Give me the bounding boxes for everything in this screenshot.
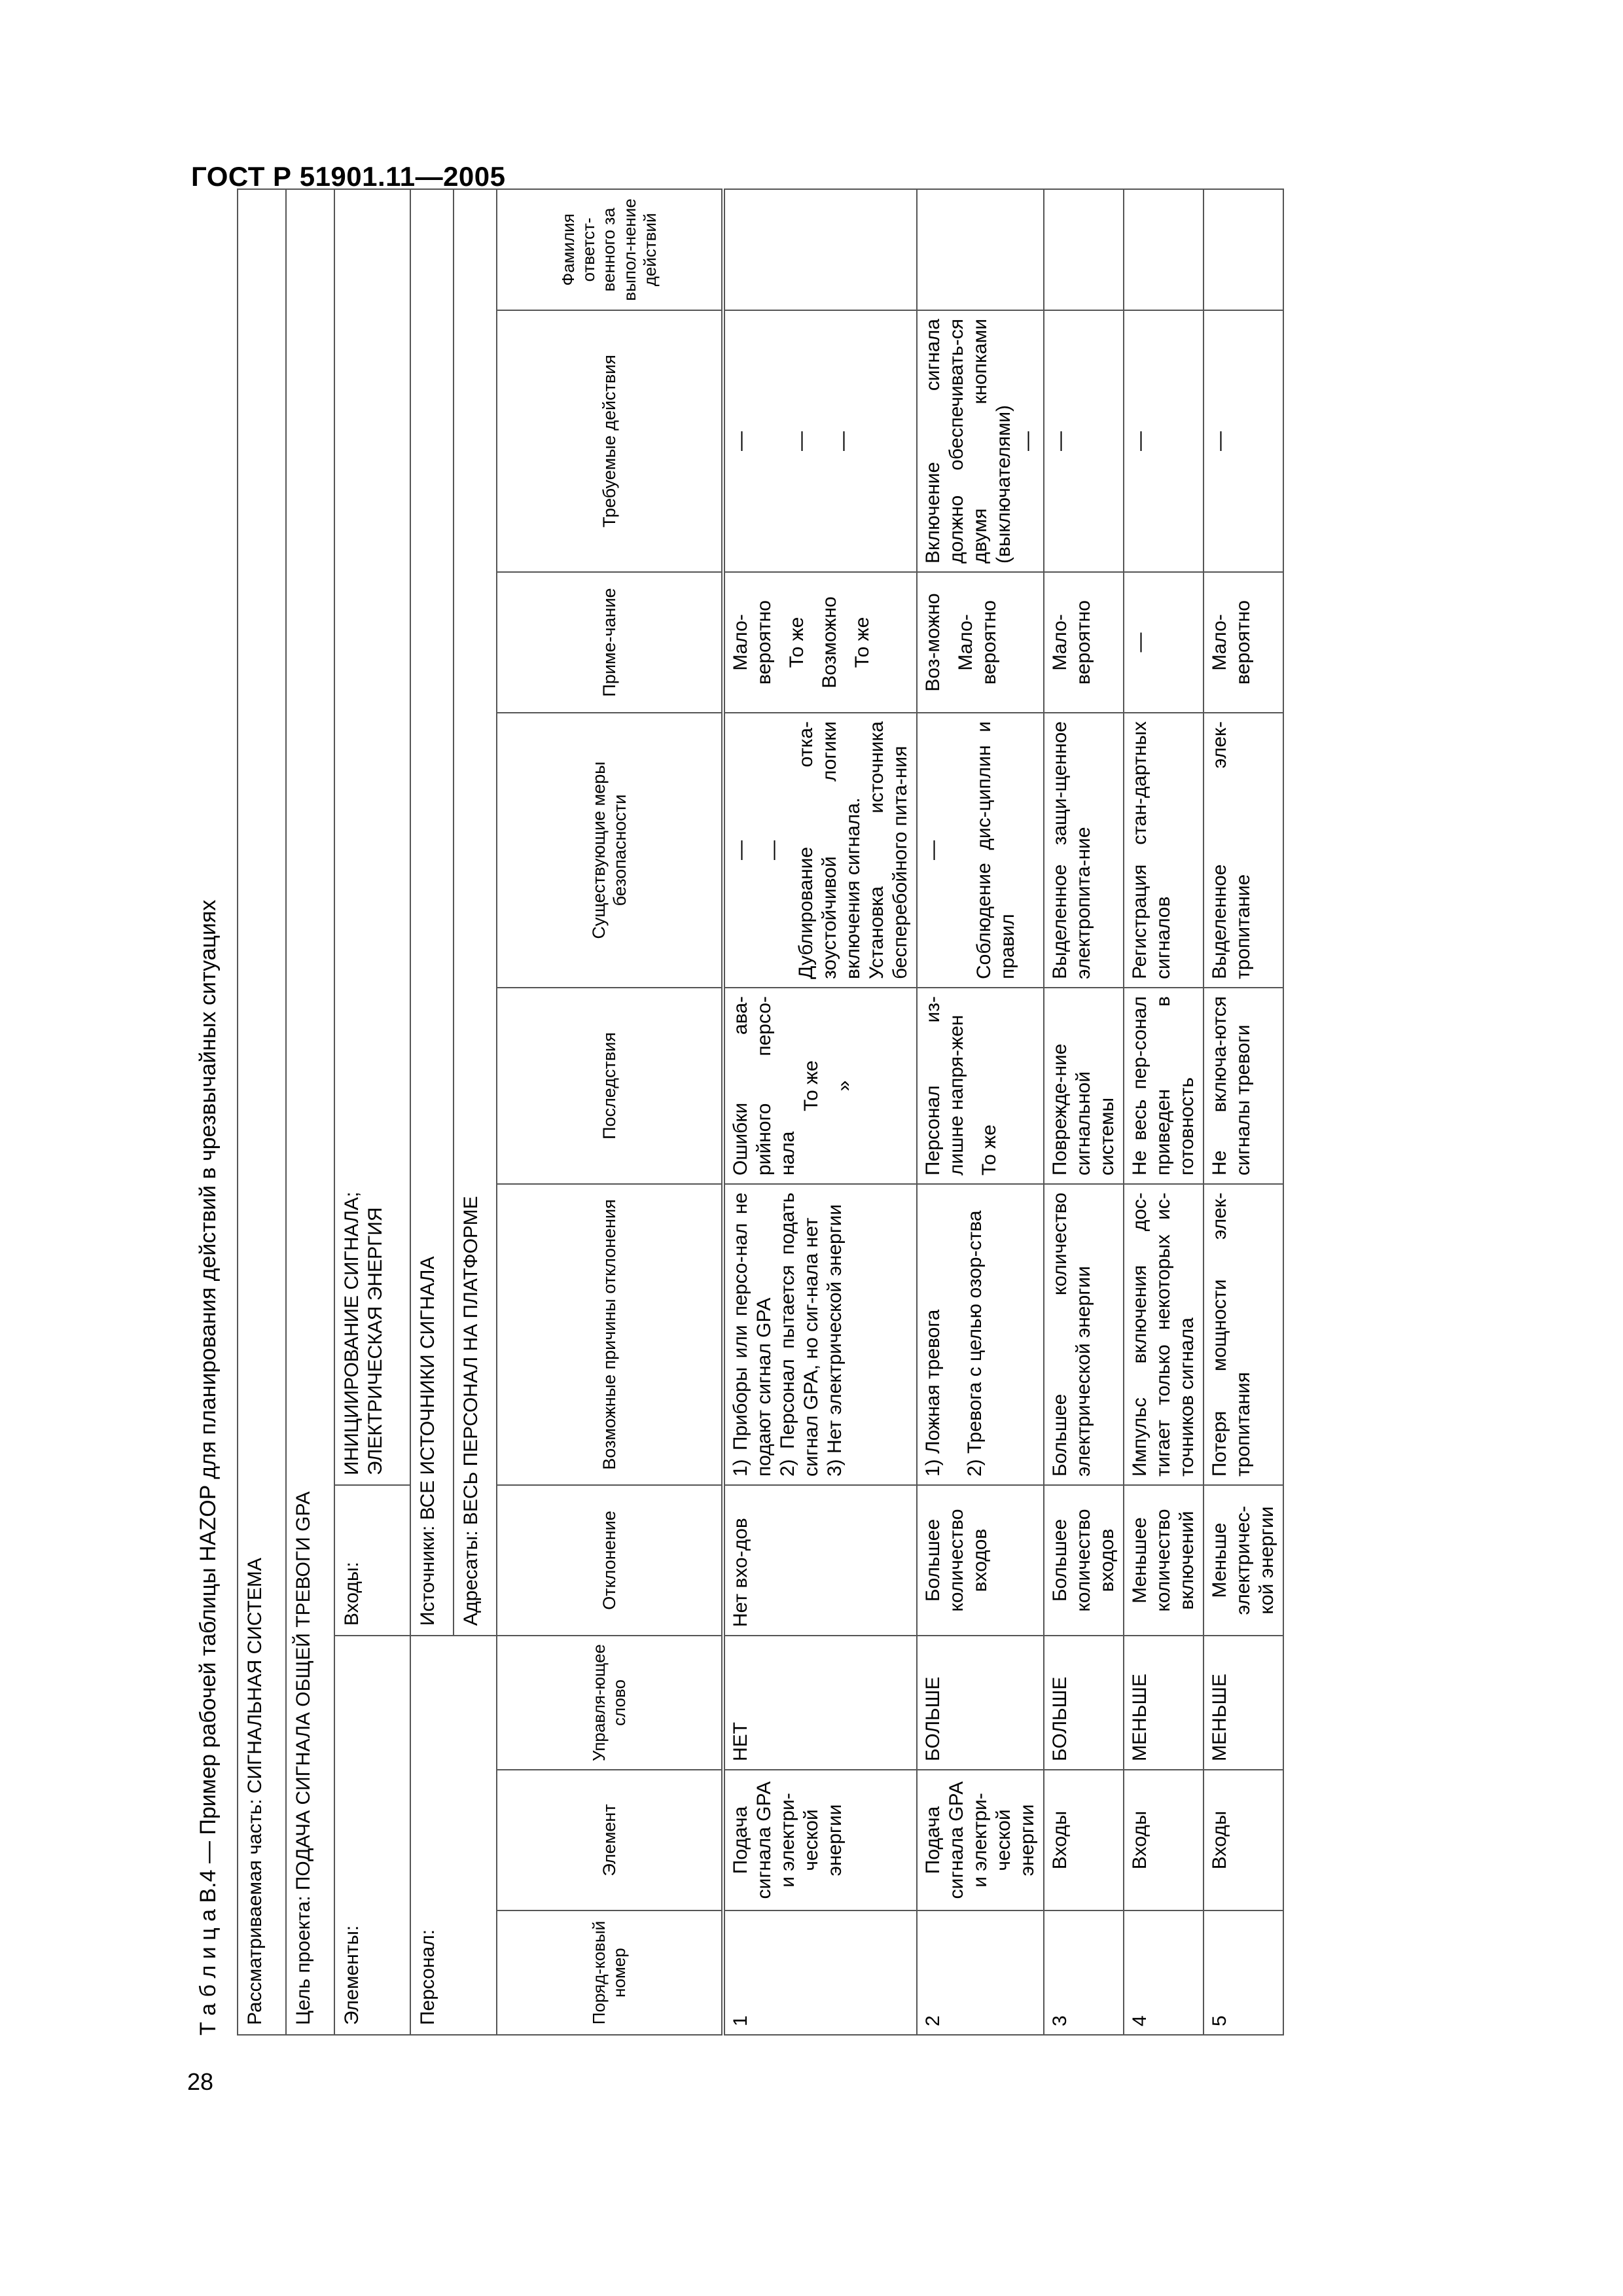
row-consequences: Не включа-ются сигналы тревоги — [1204, 988, 1283, 1184]
row-consequences: Не весь пер-сонал приведен в готовность — [1124, 988, 1204, 1184]
row-causes: Большее количество электрической энергии — [1044, 1184, 1124, 1485]
row-safeguards: Регистрация стан-дартных сигналов — [1124, 713, 1204, 988]
row-responsible — [1124, 189, 1204, 310]
row-safeguards — [723, 713, 917, 988]
meta-recipients: Адресаты: ВЕСЬ ПЕРСОНАЛ НА ПЛАТФОРМЕ — [454, 189, 497, 1636]
meta-row-part — [238, 189, 286, 2035]
row-notes: Мало-вероятно — [1044, 572, 1124, 713]
row-actions — [723, 310, 917, 572]
page-number: 28 — [187, 2068, 214, 2095]
consequence-line: То же — [978, 1124, 1000, 1175]
consequence-line: То же — [800, 1060, 822, 1111]
column-header-actions: Требуемые действия — [497, 310, 723, 572]
row-consequences — [917, 988, 1044, 1184]
meta-row-goal — [286, 189, 334, 2035]
row-actions: — — [1124, 310, 1204, 572]
note-line: Возможно — [819, 596, 840, 689]
row-element: Подача сигнала GPA и электри-ческой энергии — [917, 1770, 1044, 1910]
row-num: 3 — [1044, 1910, 1124, 2035]
column-header-safeguards: Существующие меры безопасности — [497, 713, 723, 988]
standard-header: ГОСТ Р 51901.11—2005 — [191, 161, 506, 192]
row-deviation: Меньшее количество включений — [1124, 1485, 1204, 1636]
row-element: Входы — [1124, 1770, 1204, 1910]
row-num: 4 — [1124, 1910, 1204, 2035]
row-safeguards: Выделенное элек-тропитание — [1204, 713, 1283, 988]
action-line: — — [832, 431, 853, 451]
cause-line: 2) Персонал пытается подать сигнал GPA, но сиг-нала нет — [777, 1193, 822, 1477]
inputs-value-line-1: ИНИЦИИРОВАНИЕ СИГНАЛА; — [341, 1191, 363, 1475]
row-element: Подача сигнала GPA и электри-ческой энергии — [723, 1770, 917, 1910]
rotated-table-block — [190, 190, 1499, 2036]
note-line: То же — [851, 617, 873, 668]
row-element: Входы — [1204, 1770, 1283, 1910]
row-responsible — [1204, 189, 1283, 310]
safeguard-line: — — [730, 840, 751, 860]
safeguard-line: Соблюдение дис-циплин и правил — [973, 721, 1018, 979]
hazop-table — [237, 188, 1284, 2036]
meta-personnel-label: Персонал: — [410, 1636, 497, 2035]
column-header-deviation: Отклонение — [497, 1485, 723, 1636]
safeguard-line: — — [762, 840, 784, 860]
column-header-row — [497, 189, 723, 2035]
table-row-2 — [917, 189, 1044, 2035]
row-notes: Мало-вероятно — [1204, 572, 1283, 713]
meta-inputs-label: Входы: — [334, 1485, 410, 1636]
note-line: Мало-вероятно — [730, 600, 775, 685]
row-causes — [917, 1184, 1044, 1485]
row-consequences: Поврежде-ние сигнальной системы — [1044, 988, 1124, 1184]
row-causes: Импульс включения дос-тигает только некоторых ис-точников сигнала — [1124, 1184, 1204, 1485]
meta-goal: Цель проекта: ПОДАЧА СИГНАЛА ОБЩЕЙ ТРЕВОГИ GPA — [286, 189, 334, 2035]
column-header-num: Поряд-ковый номер — [497, 1910, 723, 2035]
column-header-causes: Возможные причины отклонения — [497, 1184, 723, 1485]
table-row-5 — [1204, 189, 1283, 2035]
row-keyword: БОЛЬШЕ — [917, 1636, 1044, 1770]
row-num: 1 — [723, 1910, 917, 2035]
row-num: 2 — [917, 1910, 1044, 2035]
row-notes — [723, 572, 917, 713]
row-deviation: Большее количество входов — [917, 1485, 1044, 1636]
consequence-line: Персонал из-лишне напря-жен — [922, 996, 967, 1175]
action-line: — — [730, 431, 751, 451]
table-title: Т а б л и ц а В.4 — Пример рабочей таблицы HAZOP для планирования действий в чрезвычайных ситуациях — [196, 899, 221, 2036]
safeguard-line: Установка источника бесперебойного пита-ния — [866, 721, 911, 979]
note-line: Мало-вероятно — [955, 600, 1000, 685]
row-consequences — [723, 988, 917, 1184]
row-actions: — — [1204, 310, 1283, 572]
column-header-notes: Приме-чание — [497, 572, 723, 713]
row-keyword: БОЛЬШЕ — [1044, 1636, 1124, 1770]
column-header-element: Элемент — [497, 1770, 723, 1910]
row-num: 5 — [1204, 1910, 1283, 2035]
meta-row-sources — [410, 189, 454, 2035]
action-line: — — [790, 431, 812, 451]
inputs-value-line-2: ЭЛЕКТРИЧЕСКАЯ ЭНЕРГИЯ — [365, 1207, 386, 1475]
cause-line: 1) Приборы или персо-нал не подают сигнал GPA — [730, 1193, 775, 1477]
cause-line: 2) Тревога с целью озор-ства — [964, 1210, 986, 1477]
column-header-responsible: Фамилия ответст-венного за выпол-нение действий — [497, 189, 723, 310]
column-header-consequences: Последствия — [497, 988, 723, 1184]
action-line: Включение сигнала должно обеспечивать-ся двумя кнопками (выключателями) — [922, 319, 1014, 564]
table-row-4 — [1124, 189, 1204, 2035]
row-deviation: Нет вхо-дов — [723, 1485, 917, 1636]
row-causes: Потеря мощности элек-тропитания — [1204, 1184, 1283, 1485]
consequence-line: » — [833, 1080, 855, 1092]
table-row-3 — [1044, 189, 1124, 2035]
row-keyword: НЕТ — [723, 1636, 917, 1770]
row-keyword: МЕНЬШЕ — [1204, 1636, 1283, 1770]
safeguard-line: Дублирование отка-зоустойчивой логики включения сигнала. — [795, 721, 864, 979]
meta-sources: Источники: ВСЕ ИСТОЧНИКИ СИГНАЛА — [410, 189, 454, 1636]
row-notes: — — [1124, 572, 1204, 713]
meta-elements-label: Элементы: — [334, 1636, 410, 2035]
column-header-keyword: Управля-ющее слово — [497, 1636, 723, 1770]
row-actions: — — [1044, 310, 1124, 572]
row-keyword: МЕНЬШЕ — [1124, 1636, 1204, 1770]
note-line: То же — [786, 617, 808, 668]
row-actions — [917, 310, 1044, 572]
row-safeguards: Выделенное защи-щенное электропита-ние — [1044, 713, 1124, 988]
row-deviation: Меньше электричес-кой энергии — [1204, 1485, 1283, 1636]
row-safeguards — [917, 713, 1044, 988]
cause-line: 3) Нет электрической энергии — [824, 1204, 846, 1477]
row-responsible — [1044, 189, 1124, 310]
row-element: Входы — [1044, 1770, 1124, 1910]
meta-part: Рассматриваемая часть: СИГНАЛЬНАЯ СИСТЕМА — [238, 189, 286, 2035]
safeguard-line: — — [922, 840, 944, 860]
table-row-1 — [723, 189, 917, 2035]
meta-row-elements — [334, 189, 410, 2035]
consequence-line: Ошибки ава-рийного персо-нала — [730, 996, 798, 1175]
note-line: Воз-можно — [922, 593, 944, 692]
action-line: — — [1016, 431, 1038, 451]
cause-line: 1) Ложная тревога — [922, 1309, 944, 1477]
row-causes — [723, 1184, 917, 1485]
meta-inputs-value — [334, 189, 410, 1485]
row-responsible — [917, 189, 1044, 310]
row-responsible — [723, 189, 917, 310]
row-notes — [917, 572, 1044, 713]
row-deviation: Большее количество входов — [1044, 1485, 1124, 1636]
